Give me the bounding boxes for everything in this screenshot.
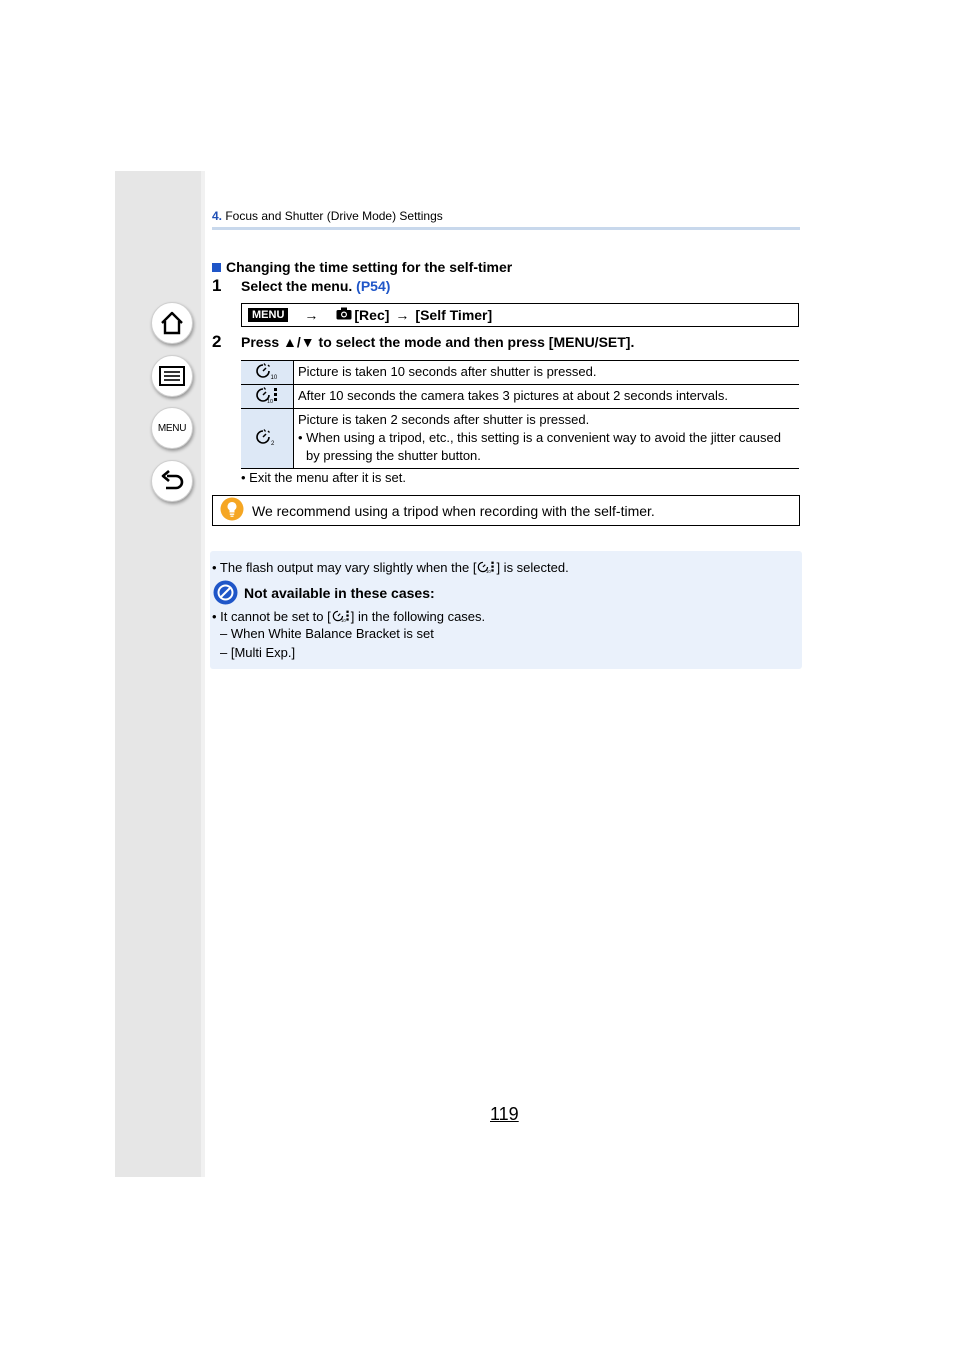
table-row: [241, 409, 799, 469]
self-timer-label: [Self Timer]: [415, 307, 493, 323]
not-available-icon: [213, 580, 238, 610]
case-item: – [Multi Exp.]: [220, 645, 296, 660]
step-1-number: 1: [212, 276, 222, 295]
exit-note: • Exit the menu after it is set.: [241, 470, 406, 485]
tip-lightbulb-icon: [220, 497, 244, 524]
flash-note: [212, 559, 569, 578]
self-timer-10s-3pics-icon: [331, 608, 351, 627]
svg-text:2: 2: [271, 441, 275, 446]
step-1-label: Select the menu.: [241, 278, 357, 294]
mode-desc-main: Picture is taken 2 seconds after shutter is pressed.: [298, 412, 590, 427]
home-icon: [158, 309, 186, 337]
step-2-text: Press ▲/▼ to select the mode and then press [MENU/SET].: [241, 334, 635, 350]
mode-desc-sub: • When using a tripod, etc., this setting is a convenient way to avoid the jitter caused by pressing the shutter button.: [298, 430, 781, 463]
cannot-set-note: [212, 608, 485, 627]
table-row: [241, 385, 799, 409]
mode-desc: Picture is taken 10 seconds after shutter is pressed.: [294, 361, 800, 385]
menu-button[interactable]: [151, 407, 193, 449]
section-title: [212, 259, 512, 275]
table-row: [241, 361, 799, 385]
self-timer-10s-3pics-icon: [476, 559, 496, 578]
back-icon: [158, 467, 186, 495]
menu-badge: MENU: [248, 308, 288, 322]
header-rule: [212, 227, 800, 230]
self-timer-10s-icon: [241, 361, 294, 385]
self-timer-10s-3pics-icon: [241, 385, 294, 409]
chapter-title: Focus and Shutter (Drive Mode) Settings: [222, 209, 443, 223]
self-timer-2s-icon: [241, 409, 294, 469]
step-2-number: 2: [212, 332, 222, 351]
chapter-header: [212, 209, 443, 223]
menu-path: [241, 303, 799, 327]
not-available-title: Not available in these cases:: [244, 585, 435, 601]
page-link[interactable]: (P54): [356, 278, 391, 294]
page-number: 119: [490, 1104, 519, 1124]
flash-note-post: ] is selected.: [496, 559, 569, 575]
rec-label: [Rec]: [354, 307, 390, 323]
back-button[interactable]: [151, 460, 193, 502]
step-1-text: [241, 278, 390, 294]
contents-button[interactable]: [151, 355, 193, 397]
svg-text:10: 10: [267, 399, 274, 404]
arrow-1: →: [304, 307, 319, 323]
menu-icon: MENU: [157, 422, 187, 434]
list-icon: [158, 364, 186, 388]
tip-text: We recommend using a tripod when recording with the self-timer.: [252, 502, 655, 519]
arrow-2: →: [395, 307, 410, 323]
section-title-text: Changing the time setting for the self-timer: [226, 259, 513, 275]
cannot-post: ] in the following cases.: [350, 608, 486, 624]
flash-note-pre: • The flash output may vary slightly when the [: [212, 559, 477, 575]
modes-table: [241, 360, 799, 469]
square-bullet-icon: [212, 263, 221, 272]
svg-text:10: 10: [270, 375, 278, 380]
home-button[interactable]: [151, 302, 193, 344]
tip-box: [212, 495, 800, 526]
chapter-number: 4.: [212, 209, 223, 223]
case-item: – When White Balance Bracket is set: [220, 626, 434, 641]
mode-desc: [294, 409, 800, 469]
svg-text:10: 10: [486, 569, 492, 575]
sidebar-edge: [201, 171, 205, 1177]
camera-icon: [336, 307, 352, 323]
mode-desc: After 10 seconds the camera takes 3 pictures at about 2 seconds intervals.: [294, 385, 800, 409]
cannot-pre: • It cannot be set to [: [212, 608, 331, 624]
svg-text:10: 10: [340, 618, 346, 624]
